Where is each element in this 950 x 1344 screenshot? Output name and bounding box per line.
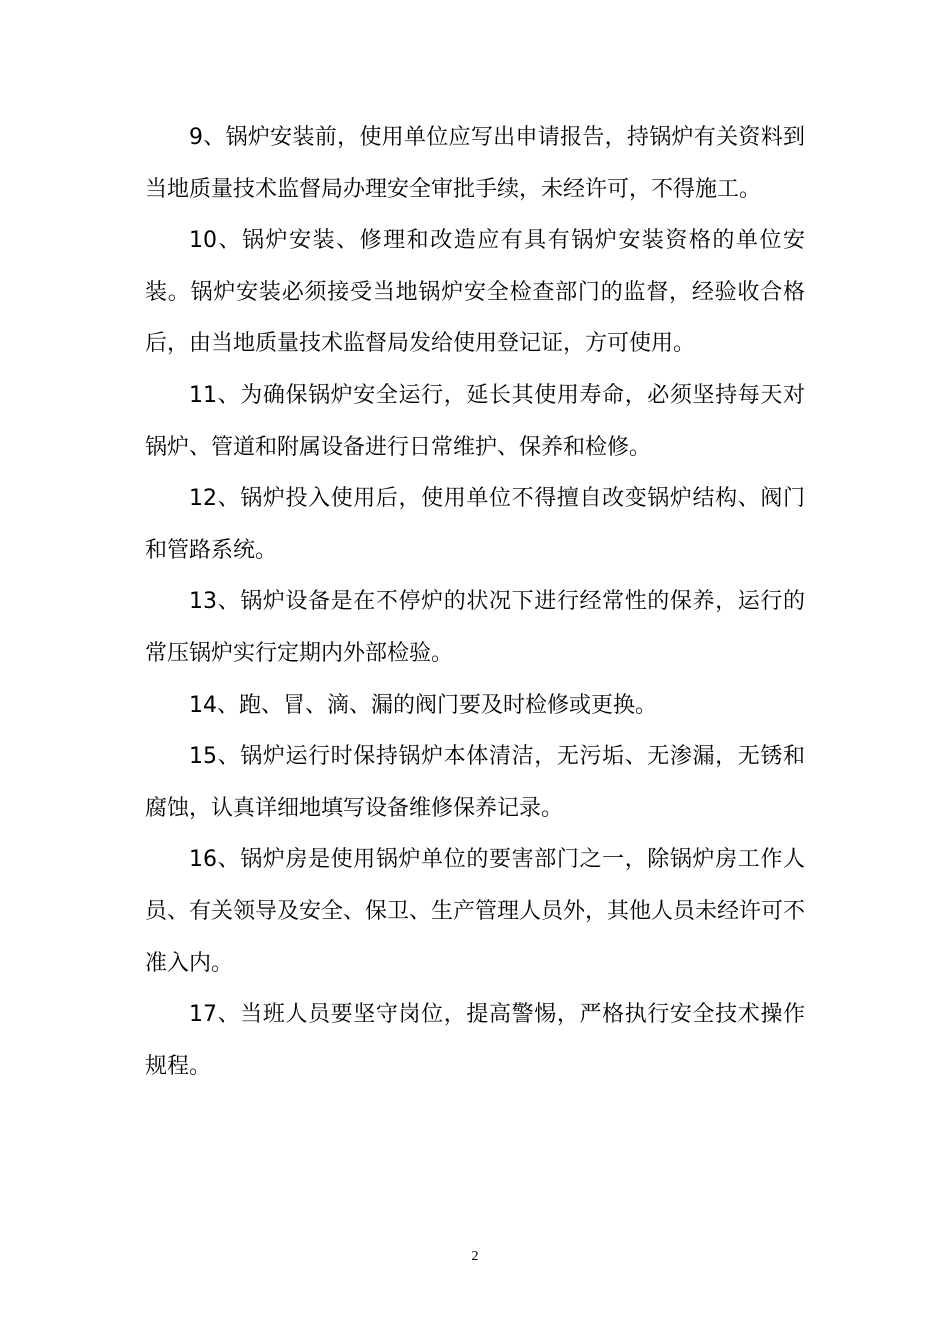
paragraph-item-13: 13、锅炉设备是在不停炉的状况下进行经常性的保养，运行的常压锅炉实行定期内外部检验。: [145, 589, 805, 666]
paragraph-item-14: 14、跑、冒、滴、漏的阀门要及时检修或更换。: [189, 692, 657, 718]
document-body: [145, 112, 805, 1092]
paragraph-item-12: 12、锅炉投入使用后，使用单位不得擅自改变锅炉结构、阀门和管路系统。: [145, 486, 805, 563]
paragraph-item-16: 16、锅炉房是使用锅炉单位的要害部门之一，除锅炉房工作人员、有关领导及安全、保卫、生产管理人员外，其他人员未经许可不准入内。: [145, 847, 806, 976]
paragraph-item-9: 9、锅炉安装前，使用单位应写出申请报告，持锅炉有关资料到当地质量技术监督局办理安全审批手续，未经许可，不得施工。: [145, 125, 805, 202]
paragraph-item-15: 15、锅炉运行时保持锅炉本体清洁，无污垢、无渗漏，无锈和腐蚀，认真详细地填写设备维修保养记录。: [145, 744, 805, 821]
paragraph-item-17: 17、当班人员要坚守岗位，提高警惕，严格执行安全技术操作规程。: [145, 1002, 805, 1079]
page-number: 2: [471, 1249, 479, 1264]
paragraph-item-11: 11、为确保锅炉安全运行，延长其使用寿命，必须坚持每天对锅炉、管道和附属设备进行日常维护、保养和检修。: [145, 382, 805, 460]
paragraph-item-10: 10、锅炉安装、修理和改造应有具有锅炉安装资格的单位安装。锅炉安装必须接受当地锅炉安全检查部门的监督，经验收合格后，由当地质量技术监督局发给使用登记证，方可使用。: [145, 228, 805, 357]
